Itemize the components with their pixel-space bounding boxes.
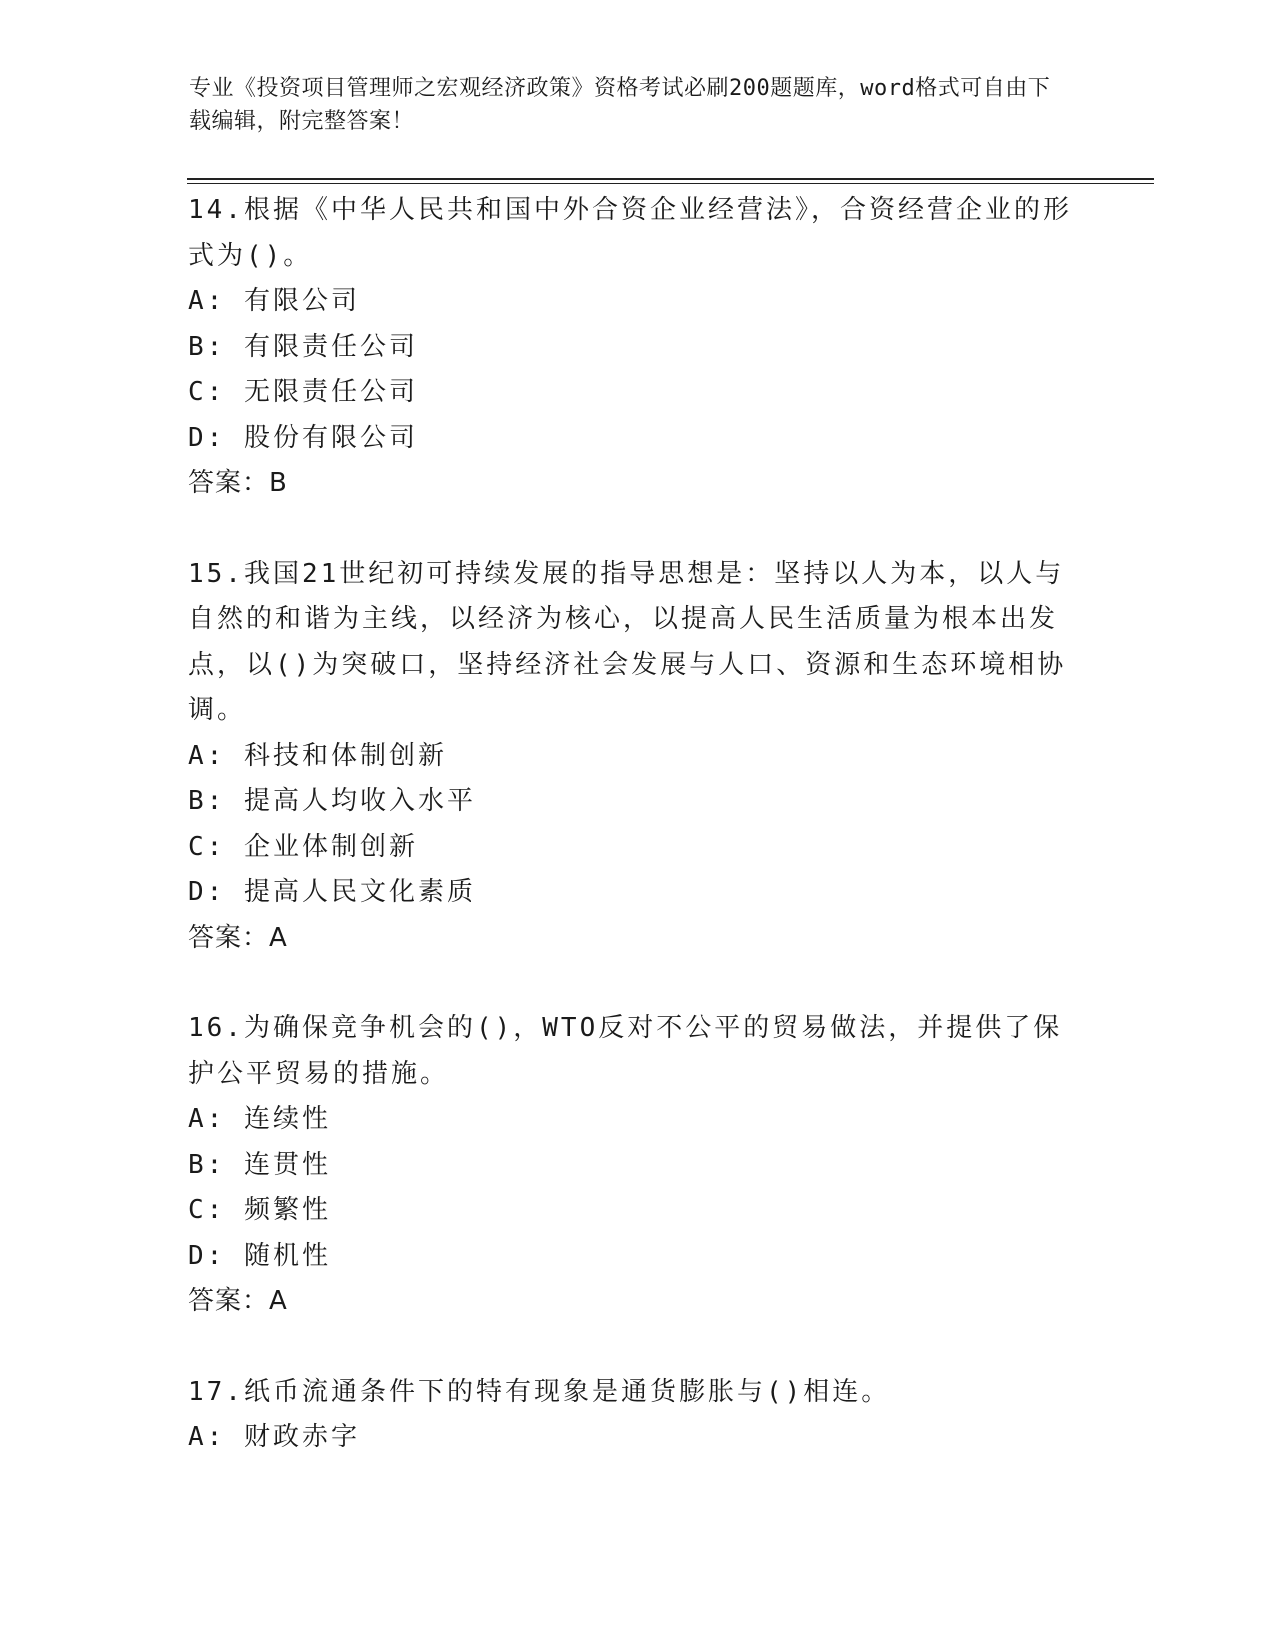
question-14 bbox=[188, 188, 1088, 507]
answer-label: 答案：A bbox=[188, 1286, 288, 1316]
answer-label: 答案：B bbox=[188, 468, 288, 498]
option-a: A: 财政赤字 bbox=[188, 1422, 360, 1452]
option-c: C: 企业体制创新 bbox=[188, 831, 418, 862]
document-header: 专业《投资项目管理师之宏观经济政策》资格考试必刷200题题库，word格式可自由下载编辑，附完整答案！ bbox=[189, 76, 1051, 134]
option-d: D: 股份有限公司 bbox=[188, 422, 418, 453]
option-a: A: 有限公司 bbox=[188, 286, 360, 316]
header-divider-thin bbox=[187, 183, 1154, 184]
question-stem: 17.纸币流通条件下的特有现象是通货膨胀与()相连。 bbox=[188, 1376, 891, 1407]
answer-label: 答案：A bbox=[188, 922, 288, 953]
option-b: B: 连贯性 bbox=[188, 1149, 331, 1180]
option-c: C: 无限责任公司 bbox=[188, 377, 418, 407]
question-15 bbox=[188, 552, 1088, 962]
option-d: D: 提高人民文化素质 bbox=[188, 877, 476, 907]
option-d: D: 随机性 bbox=[188, 1240, 331, 1271]
question-stem: 14.根据《中华人民共和国中外合资企业经营法》，合资经营企业的形式为()。 bbox=[188, 195, 1072, 271]
question-16 bbox=[188, 1006, 1088, 1325]
question-list bbox=[188, 188, 1088, 1506]
header-divider-thick bbox=[187, 178, 1154, 180]
option-c: C: 频繁性 bbox=[188, 1195, 331, 1225]
option-a: A: 连续性 bbox=[188, 1104, 331, 1134]
option-b: B: 提高人均收入水平 bbox=[188, 786, 476, 816]
question-17 bbox=[188, 1370, 1088, 1461]
question-stem: 15.我国21世纪初可持续发展的指导思想是：坚持以人为本，以人与自然的和谐为主线，以经济为核心，以提高人民生活质量为根本出发点，以()为突破口，坚持经济社会发展与人口、资源和生态环境相协调。 bbox=[188, 558, 1067, 725]
question-stem: 16.为确保竞争机会的()，WTO反对不公平的贸易做法，并提供了保护公平贸易的措施。 bbox=[188, 1013, 1063, 1089]
option-a: A: 科技和体制创新 bbox=[188, 740, 447, 771]
option-b: B: 有限责任公司 bbox=[188, 331, 418, 362]
